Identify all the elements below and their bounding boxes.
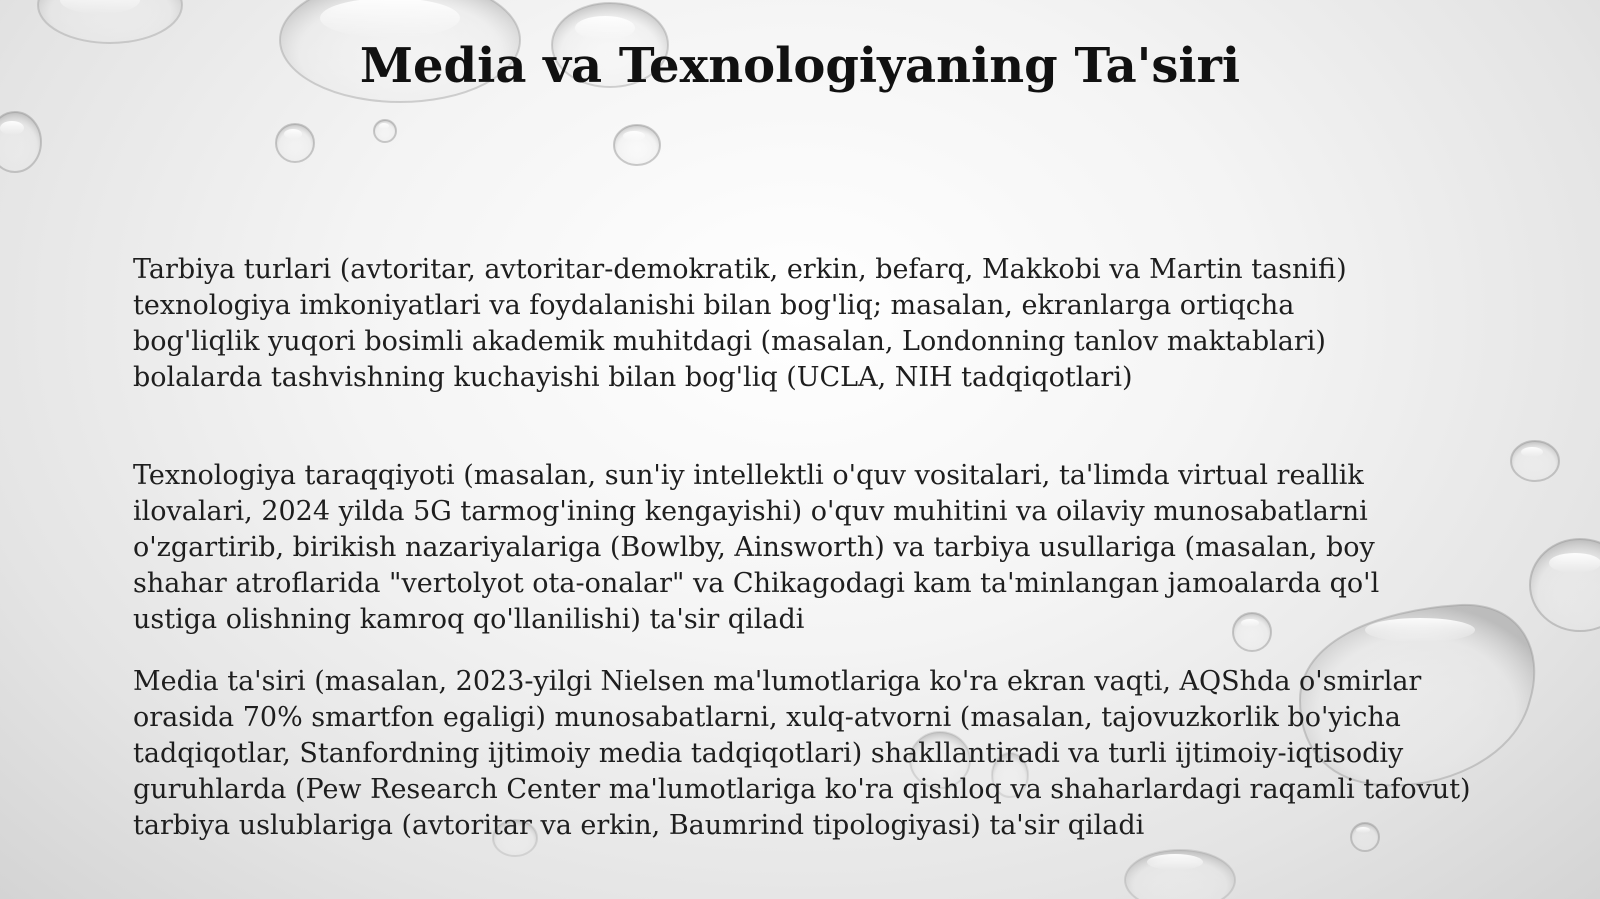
droplet [0,112,41,172]
droplet [614,125,660,165]
slide-body [133,252,1533,844]
paragraph-technology-progress: Texnologiya taraqqiyoti (masalan, sun'iy intellektli o'quv vositalari, ta'limda virtual reallik ilovalari, 2024 yilda 5G tarmog'ining kengayishi) o'quv muhitini va oilaviy munosabatlarni o'zgartirib, birikish nazariyalariga (Bowlby, Ainsworth) va tarbiya usullariga (masalan, boy shahar atroflarida "vertolyot ota-onalar" va Chikagodagi kam ta'minlangan jamoalarda qo'l ustiga olishning kamroq qo'llanilishi) ta'sir qiladi [133,460,1380,635]
droplet [38,0,182,43]
paragraph-media-influence: Media ta'siri (masalan, 2023-yilgi Nielsen ma'lumotlariga ko'ra ekran vaqti, AQShda o'smirlar orasida 70% smartfon egaligi) munosabatlarni, xulq-atvorni (masalan, tajovuzkorlik bo'yicha tadqiqotlar, Stanfordning ijtimoiy media tadqiqotlari) shakllantiradi va turli ijtimoiy-iqtisodiy guruhlarda (Pew Research Center ma'lumotlariga ko'ra qishloq va shaharlardagi raqamli tafovut) tarbiya uslublariga (avtoritar va erkin, Baumrind tipologiyasi) ta'sir qiladi [133,666,1471,841]
slide-title: Media va Texnologiyaning Ta'siri [359,38,1241,94]
droplet [374,120,396,142]
paragraph-parenting-types: Tarbiya turlari (avtoritar, avtoritar-demokratik, erkin, befarq, Makkobi va Martin tasnifi) texnologiya imkoniyatlari va foydalanishi bilan bog'liq; masalan, ekranlarga ortiqcha bog'liqlik yuqori bosimli akademik muhitdagi (masalan, Londonning tanlov maktablari) bolalarda tashvishning kuchayishi bilan bog'liq (UCLA, NIH tadqiqotlari) [133,254,1347,393]
droplet [1530,539,1600,631]
droplet [1125,850,1235,899]
droplet [276,124,314,162]
